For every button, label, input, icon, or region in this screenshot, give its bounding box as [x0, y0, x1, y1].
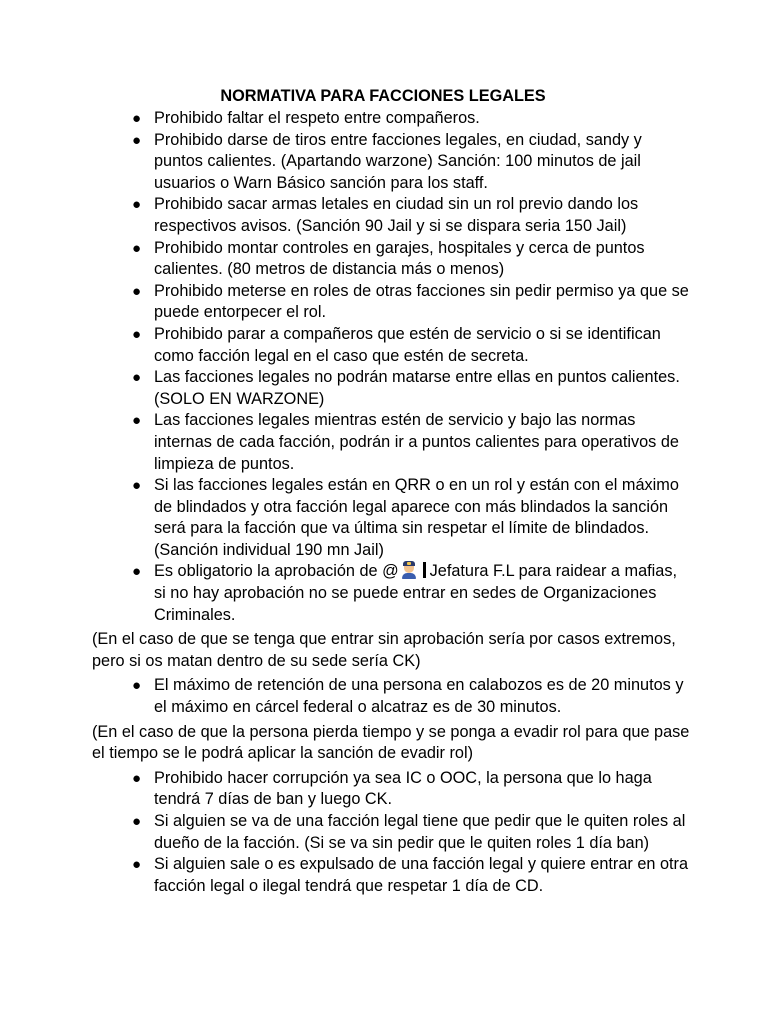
rules-list-2 [92, 675, 692, 718]
rule-text: Si alguien se va de una facción legal tiene que pedir que le quiten roles al dueño de la facción. (Si se va sin pedir que le quiten roles 1 día ban) [154, 812, 686, 852]
rule-text: Prohibido meterse en roles de otras facciones sin pedir permiso ya que se puede entorpecer el rol. [154, 281, 689, 322]
rule-item [92, 854, 692, 897]
bullet: ● [132, 196, 142, 214]
rule-item [92, 130, 692, 195]
rule-item [92, 281, 692, 324]
bullet: ● [132, 110, 142, 127]
document-page [92, 86, 692, 897]
rule-item [92, 324, 692, 367]
rule-text: Prohibido faltar el respeto entre compañeros. [154, 109, 480, 127]
bullet: ● [132, 131, 142, 149]
rule-item [92, 194, 692, 237]
police-officer-icon [400, 561, 418, 579]
rule-item [92, 238, 692, 281]
document-title: NORMATIVA PARA FACCIONES LEGALES [220, 87, 546, 105]
rules-list-3 [92, 768, 692, 898]
rule-text: Las facciones legales no podrán matarse entre ellas en puntos calientes. (SOLO EN WARZONE) [154, 368, 680, 408]
rule-text-after: Jefatura F.L para raidear a mafias, si no hay aprobación no se puede entrar en sedes de Organizaciones Criminales. [154, 562, 677, 624]
rule-item [92, 367, 692, 410]
bullet: ● [132, 369, 142, 387]
rule-text: Prohibido parar a compañeros que estén de servicio o si se identifican como facción legal en el caso que estén de secreta. [154, 324, 661, 365]
bullet: ● [132, 282, 142, 300]
rule-item [92, 768, 692, 811]
bullet: ● [132, 239, 142, 257]
bullet: ● [132, 325, 142, 343]
note-paragraph: (En el caso de que se tenga que entrar sin aprobación sería por casos extremos, pero si os matan dentro de su sede sería CK) [92, 630, 676, 670]
rule-text-before: Es obligatorio la aprobación de @ [154, 562, 399, 581]
bullet: ● [132, 477, 142, 495]
rule-item [92, 410, 692, 475]
rules-list-1 [92, 108, 692, 626]
rule-text: Las facciones legales mientras estén de servicio y bajo las normas internas de cada facción, podrán ir a puntos calientes para operativos de limpieza de puntos. [154, 411, 679, 473]
bullet: ● [132, 769, 142, 787]
rule-item [92, 108, 692, 130]
bullet: ● [132, 677, 142, 695]
note-paragraph: (En el caso de que la persona pierda tiempo y se ponga a evadir rol para que pase el tiempo se le podrá aplicar la sanción de evadir rol) [92, 722, 690, 763]
rule-text: Si las facciones legales están en QRR o en un rol y están con el máximo de blindados y otra facción legal aparece con más blindados la sanción será para la facción que va última sin respetar el límite de blindados. (Sanción individual 190 mn Jail) [154, 476, 679, 559]
rule-text: Prohibido darse de tiros entre facciones legales, en ciudad, sandy y puntos calientes. (Apartando warzone) Sanción: 100 minutos de jail usuarios o Warn Básico sanción para los staff. [154, 130, 642, 192]
rule-text: Si alguien sale o es expulsado de una facción legal y quiere entrar en otra facción legal o ilegal tendrá que respetar 1 día de CD. [154, 855, 689, 895]
bullet: ● [132, 412, 142, 430]
rule-text: Prohibido montar controles en garajes, hospitales y cerca de puntos calientes. (80 metros de distancia más o menos) [154, 238, 645, 279]
rule-item-approval [92, 561, 692, 626]
bullet: ● [132, 813, 142, 830]
rule-item [92, 475, 692, 561]
rule-item [92, 675, 692, 718]
divider-bar [423, 562, 426, 578]
rule-text: Prohibido hacer corrupción ya sea IC o OOC, la persona que lo haga tendrá 7 días de ban y luego CK. [154, 768, 652, 809]
bullet: ● [132, 856, 142, 874]
bullet: ● [132, 563, 142, 581]
rule-text: El máximo de retención de una persona en calabozos es de 20 minutos y el máximo en cárcel federal o alcatraz es de 30 minutos. [154, 676, 684, 717]
rule-text: Prohibido sacar armas letales en ciudad sin un rol previo dando los respectivos avisos. (Sanción 90 Jail y si se dispara seria 150 Jail) [154, 195, 639, 235]
rule-item [92, 811, 692, 854]
